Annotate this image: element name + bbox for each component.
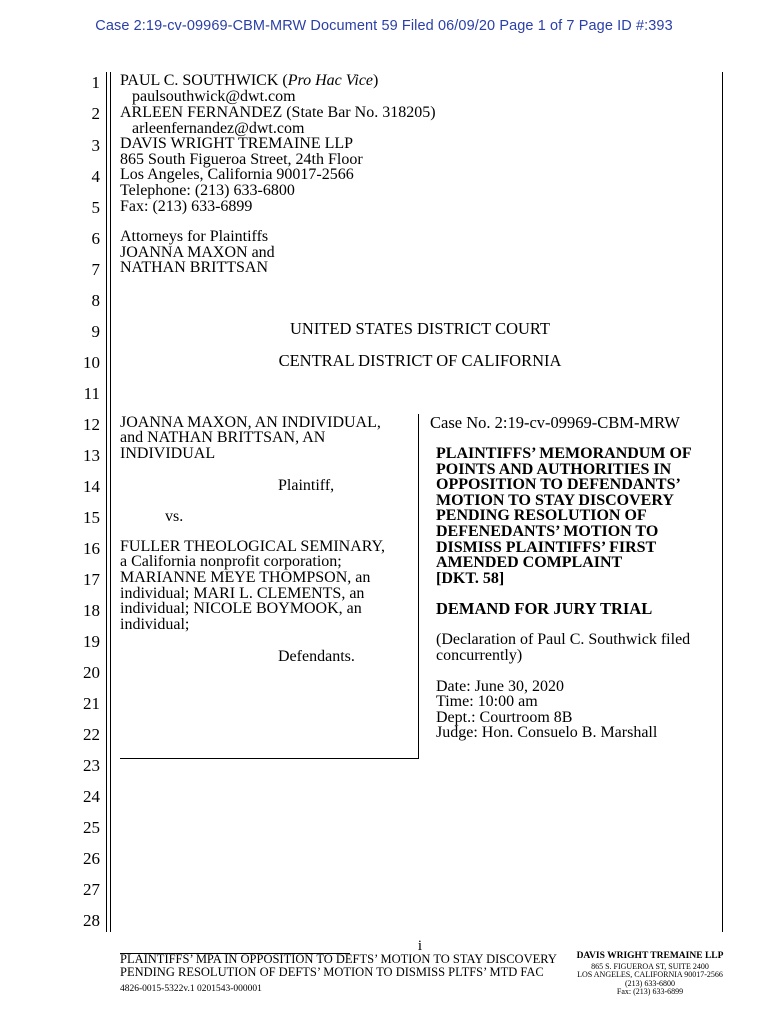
caption-divider-horizontal [120, 758, 419, 759]
line-number: 24 [83, 787, 100, 806]
document-title-line: AMENDED COMPLAINT [436, 554, 623, 572]
jury-demand: DEMAND FOR JURY TRIAL [436, 599, 653, 618]
document-title-line: [DKT. 58] [436, 569, 505, 587]
plaintiff-line: JOANNA MAXON, AN INDIVIDUAL, [120, 414, 381, 431]
document-title-line: PENDING RESOLUTION OF [436, 507, 647, 525]
line-number: 17 [83, 570, 100, 589]
defendant-line: FULLER THEOLOGICAL SEMINARY, [120, 538, 386, 555]
line-number: 22 [83, 725, 100, 744]
line-number: 27 [83, 880, 100, 899]
footer-caption-line: PLAINTIFFS’ MPA IN OPPOSITION TO DEFTS’ MOTION TO STAY DISCOVERY [120, 952, 557, 966]
line-number: 5 [91, 198, 100, 217]
footer-firm-phone: (213) 633-6800 [625, 979, 675, 988]
document-title-line: OPPOSITION TO DEFENDANTS’ [436, 476, 681, 494]
versus: vs. [165, 508, 184, 525]
line-number: 20 [83, 663, 100, 682]
line-number: 26 [83, 849, 100, 868]
law-firm-name: DAVIS WRIGHT TREMAINE LLP [120, 135, 354, 152]
line-number: 19 [83, 632, 100, 651]
line-number: 16 [83, 539, 100, 558]
line-number: 15 [83, 508, 100, 527]
client-2: NATHAN BRITTSAN [120, 259, 268, 276]
counsel-name-2: ARLEEN FERNANDEZ (State Bar No. 318205) [120, 104, 436, 121]
line-number: 28 [83, 911, 100, 930]
line-number: 8 [91, 291, 100, 310]
footer-firm-name: DAVIS WRIGHT TREMAINE LLP [576, 951, 724, 961]
attorneys-for: Attorneys for Plaintiffs [120, 228, 269, 245]
line-number: 9 [91, 322, 100, 341]
line-number: 12 [83, 415, 100, 434]
firm-address-1: 865 South Figueroa Street, 24th Floor [120, 151, 363, 168]
line-number: 4 [91, 167, 100, 186]
hearing-dept: Dept.: Courtroom 8B [436, 709, 573, 726]
plaintiff-line: INDIVIDUAL [120, 445, 216, 462]
document-title-line: DEFENEDANTS’ MOTION TO [436, 523, 659, 540]
line-number: 25 [83, 818, 100, 837]
line-number: 13 [83, 446, 100, 465]
document-title-line: POINTS AND AUTHORITIES IN [436, 460, 672, 478]
defendant-line: a California nonprofit corporation; [120, 553, 342, 570]
footer-firm-address: LOS ANGELES, CALIFORNIA 90017-2566 [577, 970, 723, 979]
firm-telephone: Telephone: (213) 633-6800 [120, 182, 295, 199]
court-district: CENTRAL DISTRICT OF CALIFORNIA [278, 351, 562, 370]
left-margin-rule-inner [110, 72, 111, 932]
plaintiff-line: and NATHAN BRITTSAN, AN [120, 429, 326, 446]
document-title-line: PLAINTIFFS’ MEMORANDUM OF [436, 445, 692, 462]
footer-caption-line: PENDING RESOLUTION OF DEFTS’ MOTION TO DISMISS PLTFS’ MTD FAC [120, 965, 544, 979]
document-id: 4826-0015-5322v.1 0201543-000001 [120, 984, 262, 994]
line-number: 7 [91, 260, 100, 279]
plaintiff-label: Plaintiff, [278, 477, 335, 494]
line-number: 10 [83, 353, 100, 372]
line-number: 6 [91, 229, 100, 248]
defendant-line: individual; MARI L. CLEMENTS, an [120, 585, 365, 602]
counsel-name-1: PAUL C. SOUTHWICK (Pro Hac Vice) [120, 72, 379, 89]
hearing-date: Date: June 30, 2020 [436, 678, 564, 695]
court-name: UNITED STATES DISTRICT COURT [289, 319, 550, 338]
caption-divider-vertical [418, 414, 419, 759]
declaration-note: (Declaration of Paul C. Southwick filed [436, 631, 691, 648]
page-number: i [417, 938, 423, 954]
line-number: 2 [91, 104, 100, 123]
hearing-judge: Judge: Hon. Consuelo B. Marshall [436, 724, 658, 741]
left-margin-rule-outer [106, 72, 107, 932]
document-title-line: DISMISS PLAINTIFFS’ FIRST [436, 538, 657, 556]
hearing-time: Time: 10:00 am [436, 693, 538, 710]
firm-fax: Fax: (213) 633-6899 [120, 198, 253, 215]
ecf-header: Case 2:19-cv-09969-CBM-MRW Document 59 Filed 06/09/20 Page 1 of 7 Page ID #:393 [95, 18, 673, 34]
client-1: JOANNA MAXON and [120, 244, 275, 261]
line-number: 23 [83, 756, 100, 775]
counsel-email-2: arleenfernandez@dwt.com [132, 120, 305, 137]
line-number: 11 [83, 384, 100, 403]
counsel-email-1: paulsouthwick@dwt.com [132, 88, 296, 105]
right-margin-rule [722, 72, 723, 932]
document-title-line: MOTION TO STAY DISCOVERY [436, 491, 674, 509]
defendant-line: individual; NICOLE BOYMOOK, an [120, 600, 362, 617]
footer-firm-address: 865 S. FIGUEROA ST, SUITE 2400 [591, 962, 709, 971]
declaration-note: concurrently) [436, 647, 523, 664]
defendants-label: Defendants. [278, 648, 355, 665]
line-number: 3 [91, 136, 100, 155]
firm-address-2: Los Angeles, California 90017-2566 [120, 166, 354, 183]
defendant-line: individual; [120, 616, 190, 633]
defendant-line: MARIANNE MEYE THOMPSON, an [120, 569, 371, 586]
line-number: 1 [91, 73, 100, 92]
case-number: Case No. 2:19-cv-09969-CBM-MRW [430, 413, 680, 432]
footer-firm-fax: Fax: (213) 633-6899 [616, 987, 684, 996]
line-number: 21 [83, 694, 100, 713]
line-number: 14 [83, 477, 100, 496]
line-number: 18 [83, 601, 100, 620]
